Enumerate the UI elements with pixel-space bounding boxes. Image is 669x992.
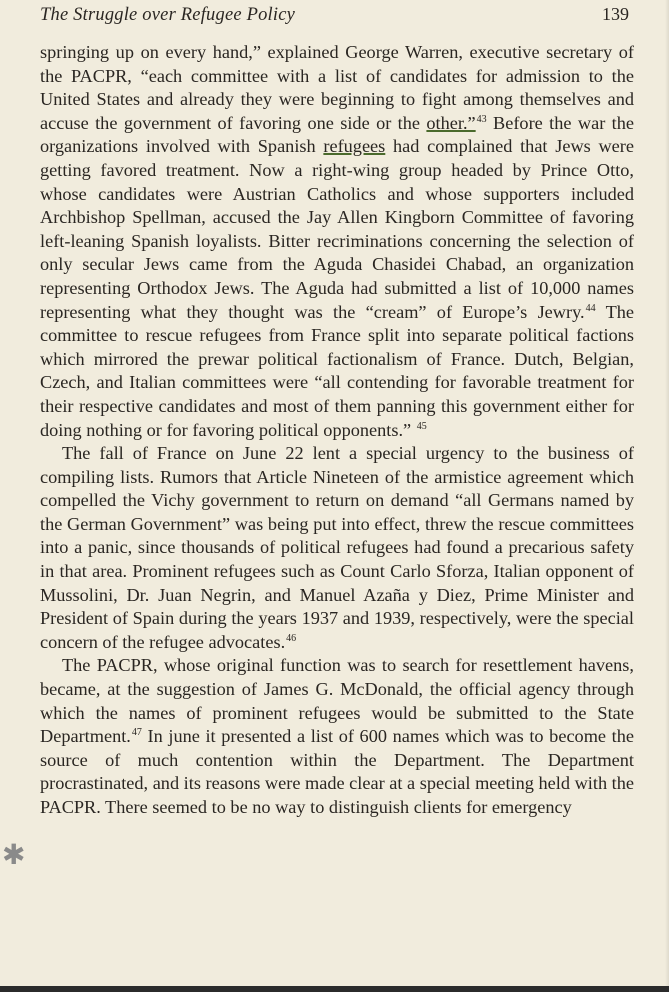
running-title: The Struggle over Refugee Policy (40, 5, 296, 25)
footnote-ref-43: 43 (476, 113, 487, 125)
paragraph-1 (40, 41, 634, 442)
running-header (40, 4, 629, 30)
page-number: 139 (602, 4, 629, 24)
paragraph-3-text-a: The PACPR, whose original function was to search for resettlement havens, became, at the suggestion of James G. McDonald, the official agency through which the names of prominent refugees would be submitted to the State Department. (40, 655, 634, 747)
paragraph-1-text-c: had complained that Jews were getting favored treatment. Now a right-wing group headed by Prince Otto, whose candidates were Austrian Catholics and whose supporters included Archbishop Spellman, accused the Jay Allen Kingborn Committee of favoring left-leaning Spanish loyalists. Bitter recriminations concerning the selection of only secular Jews came from the Aguda Chasidei Chabad, an organization representing Orthodox Jews. The Aguda had submitted a list of 10,000 names representing what they thought was the “cream” of Europe’s Jewry. (40, 136, 634, 322)
paragraph-3 (40, 654, 634, 819)
page-edge-shadow (665, 0, 669, 992)
underlined-word-other: other.” (426, 112, 476, 133)
margin-pencil-mark: ✱ (2, 838, 26, 871)
underlined-word-refugees: refugees (323, 136, 386, 157)
paragraph-1-text-b: Before the war the organizations involved with Spanish (40, 112, 635, 157)
bottom-edge (0, 986, 669, 992)
paragraph-2-text: The fall of France on June 22 lent a special urgency to the business of compiling lists. Rumors that Article Nineteen of the armistice agreement which compelled the Vichy government to return on demand “all Germans named by the German Government” was being put into effect, threw the rescue committees into a panic, since thousands of political refugees had found a precarious safety in that area. Prominent refugees such as Count Carlo Sforza, Italian opponent of Mussolini, Dr. Juan Negrin, and Manuel Azaña y Diez, Prime Minister and President of Spain during the years 1937 and 1939, respectively, were the special concern of the refugee advocates. (40, 443, 634, 652)
paragraph-1-text-a: springing up on every hand,” explained George Warren, executive secretary of the PACPR, “each committee with a list of candidates for admission to the United States and already they were beginning to fight among themselves and accuse the government of favoring one side or the (40, 42, 634, 133)
paragraph-1-text-d: The committee to rescue refugees from France split into separate political factions which mirrored the prewar political factionalism of France. Dutch, Belgian, Czech, and Italian committees were “all contending for favorable treatment for their respective candidates and most of them panning this government either for doing nothing or for favoring political opponents.” (40, 301, 634, 440)
footnote-ref-45: 45 (416, 420, 427, 432)
body-text (40, 41, 634, 820)
footnote-ref-46: 46 (286, 632, 297, 644)
footnote-ref-44: 44 (585, 302, 596, 314)
paragraph-2 (40, 442, 634, 654)
footnote-ref-47: 47 (131, 727, 142, 739)
paragraph-3-text-b: In june it presented a list of 600 names which was to become the source of much contention within the Department. The Department procrastinated, and its reasons were made clear at a special meeting held with the PACPR. There seemed to be no way to distinguish clients for emergency (40, 726, 634, 817)
